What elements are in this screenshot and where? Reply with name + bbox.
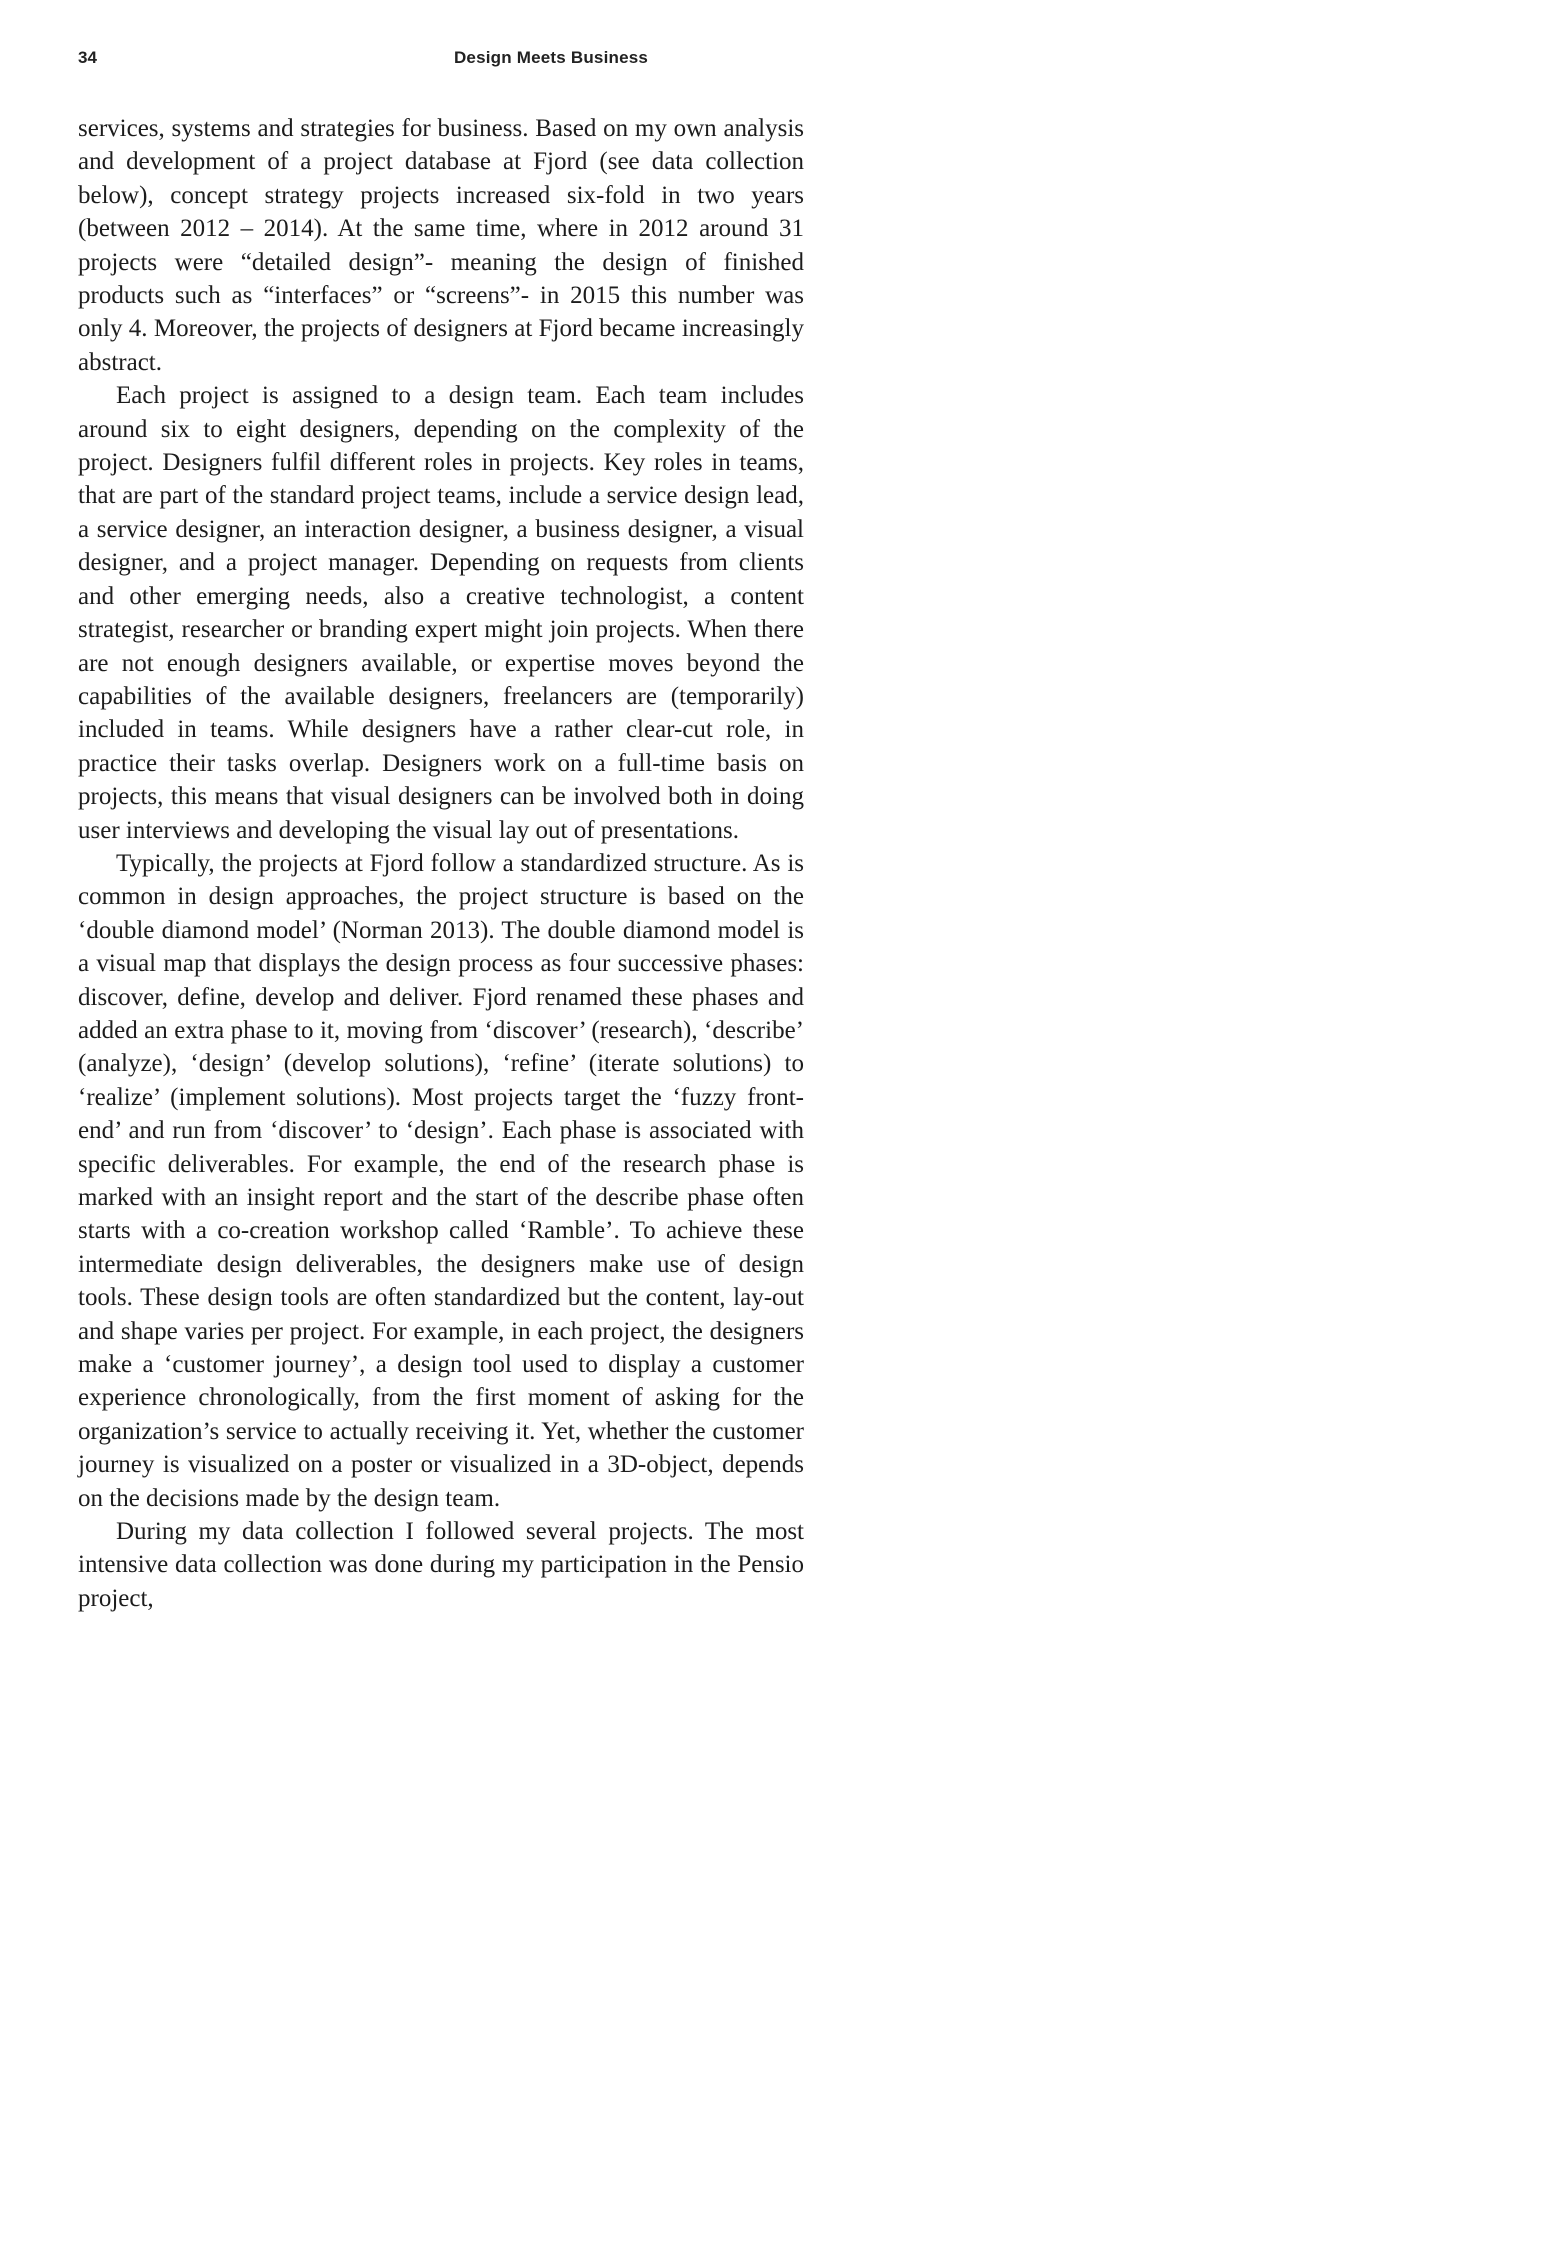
page-header: [0, 48, 1547, 78]
body-text-block: [78, 112, 804, 1615]
page-number: 34: [78, 48, 97, 67]
paragraph: Each project is assigned to a design team. Each team includes around six to eight designers, depending on the complexity of the project. Designers fulfil different roles in projects. Key roles in teams, that are part of the standard project teams, include a service design lead, a service designer, an interaction designer, a business designer, a visual designer, and a project manager. Depending on requests from clients and other emerging needs, also a creative technologist, a content strategist, researcher or branding expert might join projects. When there are not enough designers available, or expertise moves beyond the capabilities of the available designers, freelancers are (temporarily) included in teams. While designers have a rather clear-cut role, in practice their tasks overlap. Designers work on a full-time basis on projects, this means that visual designers can be involved both in doing user interviews and developing the visual lay out of presentations.: [78, 382, 804, 844]
paragraph: Typically, the projects at Fjord follow a standardized structure. As is common in design approaches, the project structure is based on the ‘double diamond model’ (Norman 2013). The double diamond model is a visual map that displays the design process as four successive phases: discover, define, develop and deliver. Fjord renamed these phases and added an extra phase to it, moving from ‘discover’ (research), ‘describe’ (analyze), ‘design’ (develop solutions), ‘refine’ (iterate solutions) to ‘realize’ (implement solutions). Most projects target the ‘fuzzy front-end’ and run from ‘discover’ to ‘design’. Each phase is associated with specific deliverables. For example, the end of the research phase is marked with an insight report and the start of the describe phase often starts with a co-creation workshop called ‘Ramble’. To achieve these intermediate design deliverables, the designers make use of design tools. These design tools are often standardized but the content, lay-out and shape varies per project. For example, in each project, the designers make a ‘customer journey’, a design tool used to display a customer experience chronologically, from the first moment of asking for the organization’s service to actually receiving it. Yet, whether the customer journey is visualized on a poster or visualized in a 3D-object, depends on the decisions made by the design team.: [78, 849, 804, 1512]
paragraph: During my data collection I followed several projects. The most intensive data collection was done during my participation in the Pensio project,: [78, 1518, 804, 1612]
paragraph-continuation: services, systems and strategies for business. Based on my own analysis and development of a project database at Fjord (see data collection below), concept strategy projects increased six-fold in two years (between 2012 – 2014). At the same time, where in 2012 around 31 projects were “detailed design”- meaning the design of finished products such as “interfaces” or “screens”- in 2015 this number was only 4. Moreover, the projects of designers at Fjord became increasingly abstract.: [78, 115, 804, 376]
running-title: Design Meets Business: [453, 48, 649, 67]
